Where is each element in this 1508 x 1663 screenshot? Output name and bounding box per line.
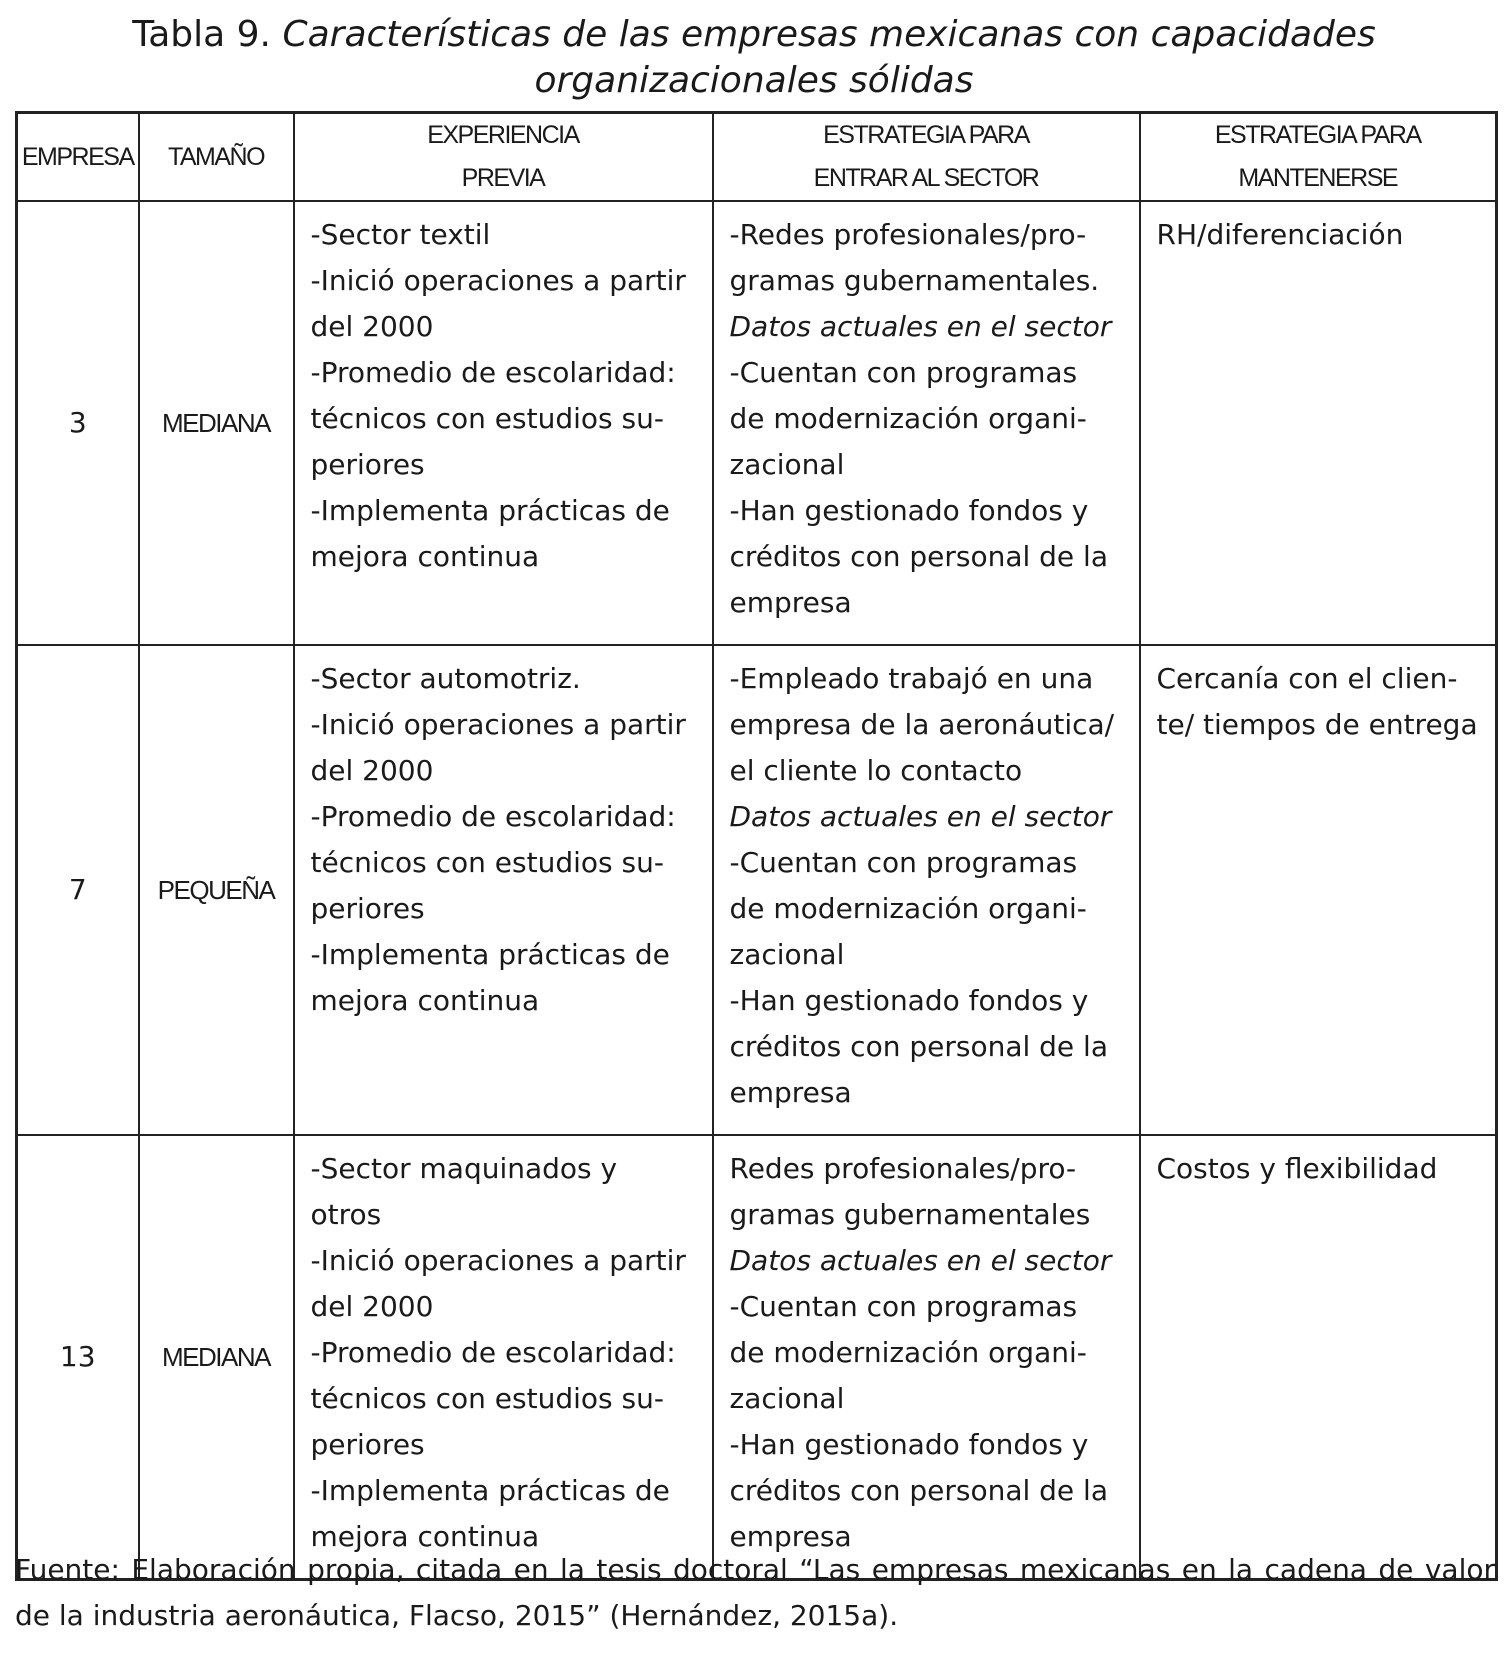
cell-line: de modernización organi- xyxy=(729,1336,1087,1369)
cell-line: otros xyxy=(310,1198,382,1231)
header-experiencia xyxy=(294,113,713,202)
cell-line: -Redes profesionales/pro- xyxy=(729,218,1087,251)
cell-line: -Sector maquinados y xyxy=(310,1152,618,1185)
cell-empresa: 13 xyxy=(17,1135,139,1580)
cell-line: créditos con personal de la xyxy=(729,540,1108,573)
cell-line-italic: Datos actuales en el sector xyxy=(729,1244,1112,1277)
cell-empresa: 7 xyxy=(17,645,139,1135)
title-prefix: Tabla 9. xyxy=(132,14,271,55)
cell-mantenerse xyxy=(1140,201,1497,645)
header-line: ENTRAR AL SECTOR xyxy=(813,164,1039,192)
cell-tamano: PEQUEÑA xyxy=(139,645,294,1135)
cell-line: mejora continua xyxy=(310,1520,540,1553)
cell-line: RH/diferenciación xyxy=(1156,218,1404,251)
cell-experiencia xyxy=(294,1135,713,1580)
cell-line-italic: Datos actuales en el sector xyxy=(729,800,1112,833)
cell-tamano: MEDIANA xyxy=(139,201,294,645)
cell-line: zacional xyxy=(729,448,845,481)
cell-line: -Empleado trabajó en una xyxy=(729,662,1094,695)
cell-line: -Implementa prácticas de xyxy=(310,1474,670,1507)
header-mantenerse xyxy=(1140,113,1497,202)
cell-line: periores xyxy=(310,892,425,925)
header-line: TAMAÑO xyxy=(167,142,265,171)
header-line: PREVIA xyxy=(461,164,545,192)
table-title xyxy=(0,12,1508,104)
cell-line: Costos y flexibilidad xyxy=(1156,1152,1438,1185)
cell-line: -Implementa prácticas de xyxy=(310,494,670,527)
cell-line: del 2000 xyxy=(310,1290,434,1323)
cell-line: zacional xyxy=(729,1382,845,1415)
cell-line: de modernización organi- xyxy=(729,892,1087,925)
header-line: MANTENERSE xyxy=(1238,164,1398,192)
cell-line: te/ tiempos de entrega xyxy=(1156,708,1478,741)
cell-line-italic: Datos actuales en el sector xyxy=(729,310,1112,343)
header-empresa xyxy=(17,113,139,202)
cell-line: -Han gestionado fondos y xyxy=(729,984,1089,1017)
cell-line: empresa xyxy=(729,586,852,619)
cell-line: empresa xyxy=(729,1076,852,1109)
cell-line: gramas gubernamentales xyxy=(729,1198,1091,1231)
cell-line: zacional xyxy=(729,938,845,971)
title-line-1 xyxy=(132,14,1376,55)
table-header-row xyxy=(17,113,1497,202)
cell-line: del 2000 xyxy=(310,754,434,787)
cell-line: -Inició operaciones a partir xyxy=(310,708,686,741)
cell-tamano: MEDIANA xyxy=(139,1135,294,1580)
table-row xyxy=(17,645,1497,1135)
cell-entrar xyxy=(713,201,1140,645)
header-line: EMPRESA xyxy=(21,142,134,171)
cell-line: mejora continua xyxy=(310,984,540,1017)
cell-line: -Promedio de escolaridad: xyxy=(310,800,676,833)
cell-line: Cercanía con el clien- xyxy=(1156,662,1458,695)
cell-line: empresa xyxy=(729,1520,852,1553)
cell-line: -Inició operaciones a partir xyxy=(310,264,686,297)
cell-line: -Han gestionado fondos y xyxy=(729,494,1089,527)
header-tamano xyxy=(139,113,294,202)
title-text-line-2: organizacionales sólidas xyxy=(534,60,974,101)
cell-entrar xyxy=(713,645,1140,1135)
cell-mantenerse xyxy=(1140,1135,1497,1580)
cell-line: -Cuentan con programas xyxy=(729,356,1078,389)
source-line-1: Fuente: Elaboración propia, citada en la tesis doctoral “Las empresas mexicanas en la cadena de valor xyxy=(15,1553,1495,1586)
cell-line: técnicos con estudios su- xyxy=(310,1382,664,1415)
cell-line: -Han gestionado fondos y xyxy=(729,1428,1089,1461)
cell-line: -Inició operaciones a partir xyxy=(310,1244,686,1277)
cell-line: el cliente lo contacto xyxy=(729,754,1023,787)
cell-entrar xyxy=(713,1135,1140,1580)
cell-mantenerse xyxy=(1140,645,1497,1135)
cell-line: gramas gubernamentales. xyxy=(729,264,1100,297)
header-entrar xyxy=(713,113,1140,202)
cell-line: periores xyxy=(310,1428,425,1461)
header-line: EXPERIENCIA xyxy=(427,121,579,149)
cell-line: mejora continua xyxy=(310,540,540,573)
cell-line: técnicos con estudios su- xyxy=(310,846,664,879)
cell-line: créditos con personal de la xyxy=(729,1474,1108,1507)
cell-line: -Sector automotriz. xyxy=(310,662,581,695)
cell-line: técnicos con estudios su- xyxy=(310,402,664,435)
header-line: ESTRATEGIA PARA xyxy=(823,121,1029,149)
source-note xyxy=(15,1547,1495,1639)
cell-experiencia xyxy=(294,645,713,1135)
cell-line: -Promedio de escolaridad: xyxy=(310,356,676,389)
source-line-2: de la industria aeronáutica, Flacso, 2015” (Hernández, 2015a). xyxy=(15,1599,899,1632)
cell-experiencia xyxy=(294,201,713,645)
table-row xyxy=(17,201,1497,645)
cell-line: periores xyxy=(310,448,425,481)
cell-line: -Cuentan con programas xyxy=(729,1290,1078,1323)
cell-line: -Cuentan con programas xyxy=(729,846,1078,879)
table-row xyxy=(17,1135,1497,1580)
cell-line: créditos con personal de la xyxy=(729,1030,1108,1063)
cell-line: Redes profesionales/pro- xyxy=(729,1152,1077,1185)
cell-line: del 2000 xyxy=(310,310,434,343)
title-text-line-1: Características de las empresas mexicanas con capacidades xyxy=(282,14,1376,55)
cell-line: -Sector textil xyxy=(310,218,491,251)
cell-line: de modernización organi- xyxy=(729,402,1087,435)
cell-line: -Implementa prácticas de xyxy=(310,938,670,971)
companies-table xyxy=(15,111,1498,1581)
cell-empresa: 3 xyxy=(17,201,139,645)
cell-line: -Promedio de escolaridad: xyxy=(310,1336,676,1369)
header-line: ESTRATEGIA PARA xyxy=(1214,121,1421,149)
cell-line: empresa de la aeronáutica/ xyxy=(729,708,1115,741)
